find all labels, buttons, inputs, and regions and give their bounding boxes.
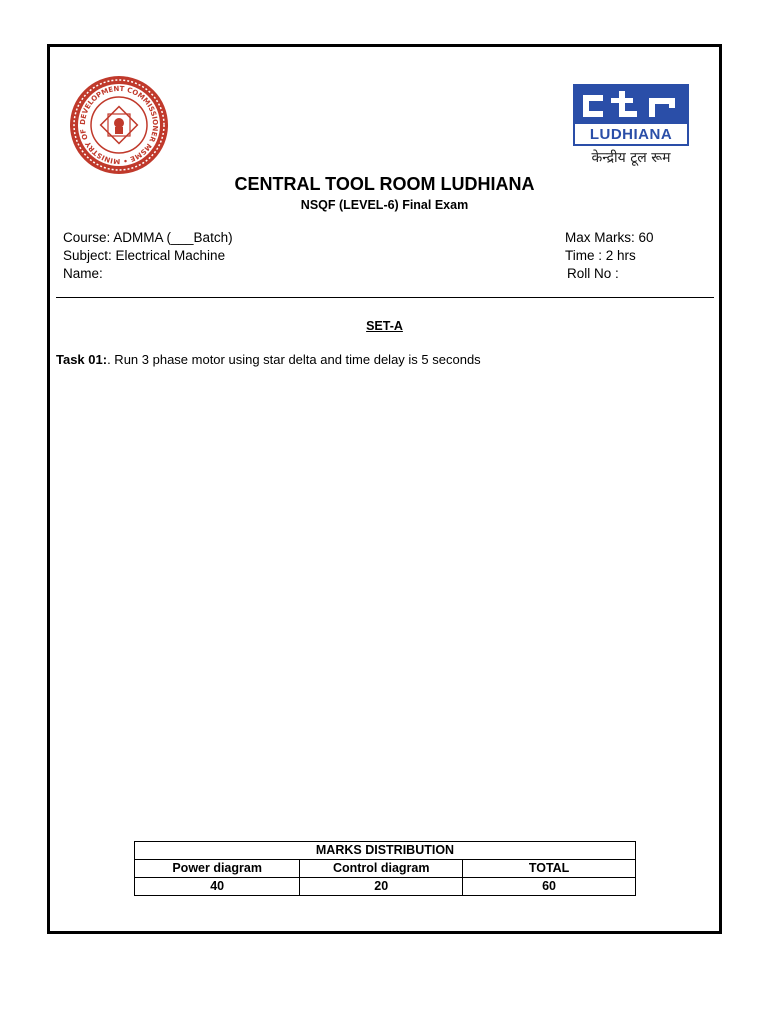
task-01 (56, 352, 481, 367)
page-border (47, 44, 722, 934)
exam-subtitle: NSQF (LEVEL-6) Final Exam (300, 198, 469, 212)
ctr-city-label: LUDHIANA (589, 126, 673, 143)
table-title: MARKS DISTRIBUTION (135, 842, 636, 860)
ctr-ludhiana-logo (573, 84, 691, 174)
course-line: Course: ADMMA (___Batch) (63, 230, 233, 245)
value-control-diagram: 20 (300, 878, 463, 896)
table-title-row (135, 842, 636, 860)
header-power-diagram: Power diagram (135, 860, 300, 878)
institute-title: CENTRAL TOOL ROOM LUDHIANA (234, 174, 535, 194)
ctr-hindi-label: केन्द्रीय टूल रूम (591, 150, 671, 166)
table-values-row (135, 878, 636, 896)
header-divider (56, 297, 714, 298)
max-marks-line: Max Marks: 60 (565, 230, 654, 245)
set-label: SET-A (366, 319, 403, 333)
exam-info (565, 229, 654, 283)
header-total: TOTAL (463, 860, 636, 878)
value-total: 60 (463, 878, 636, 896)
value-power-diagram: 40 (135, 878, 300, 896)
roll-no-line: Roll No : (567, 266, 619, 281)
table-header-row (135, 860, 636, 878)
ctr-mark (575, 86, 687, 124)
course-info (63, 229, 233, 283)
header-control-diagram: Control diagram (300, 860, 463, 878)
subject-line: Subject: Electrical Machine (63, 248, 226, 263)
task-text: . Run 3 phase motor using star delta and time delay is 5 seconds (107, 352, 481, 367)
task-label: Task 01: (56, 352, 108, 367)
marks-distribution-table (134, 841, 636, 896)
name-line: Name: (63, 266, 103, 281)
msme-seal-logo (68, 74, 170, 176)
seal-text: DEVELOPMENT COMMISSIONER MSME • MINISTRY OF (78, 84, 160, 166)
time-line: Time : 2 hrs (565, 248, 636, 263)
